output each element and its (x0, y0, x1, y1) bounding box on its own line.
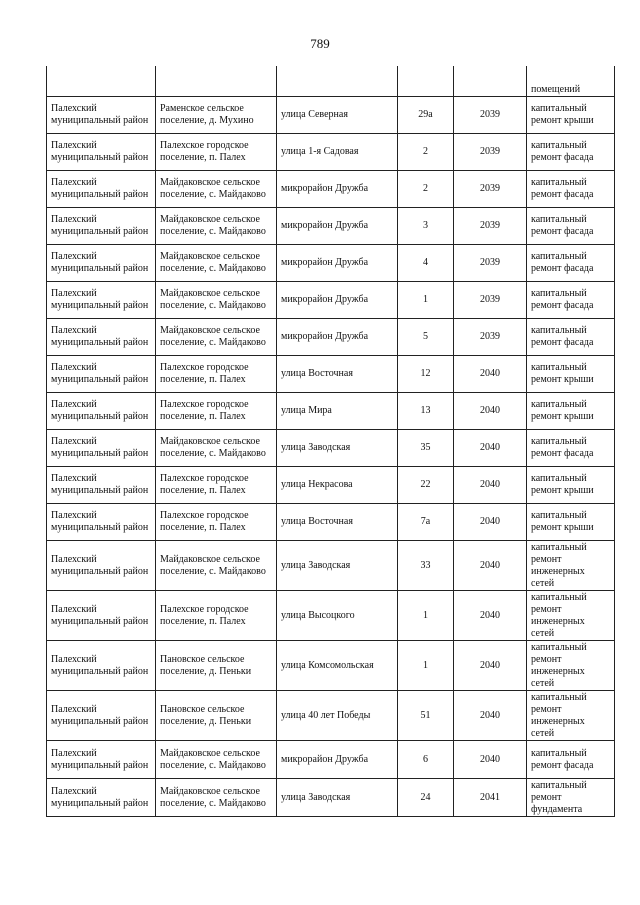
cell-street: улица Заводская (277, 430, 398, 467)
cell-work: капитальный ремонт крыши (527, 356, 615, 393)
cell-year: 2040 (454, 356, 527, 393)
cell-year: 2041 (454, 779, 527, 817)
cell-year: 2039 (454, 245, 527, 282)
cell-year: 2040 (454, 393, 527, 430)
cell-house: 4 (398, 245, 454, 282)
cell-district: Палехский муниципальный район (47, 356, 156, 393)
cell-settlement: Майдаковское сельское поселение, с. Майдаково (156, 319, 277, 356)
cell-district: Палехский муниципальный район (47, 430, 156, 467)
table-row (47, 641, 615, 691)
cell-settlement: Пановское сельское поселение, д. Пеньки (156, 641, 277, 691)
cell-work: капитальный ремонт инженерных сетей (527, 691, 615, 741)
cell-work: капитальный ремонт инженерных сетей (527, 541, 615, 591)
table-row (47, 356, 615, 393)
cell-house: 2 (398, 134, 454, 171)
cell-work: капитальный ремонт фасада (527, 430, 615, 467)
cell-work: капитальный ремонт крыши (527, 97, 615, 134)
cell-settlement: Майдаковское сельское поселение, с. Майдаково (156, 430, 277, 467)
cell-house: 24 (398, 779, 454, 817)
table-row (47, 208, 615, 245)
cell-work: капитальный ремонт фасада (527, 741, 615, 779)
cell-settlement: Палехское городское поселение, п. Палех (156, 134, 277, 171)
cell-work: капитальный ремонт фасада (527, 282, 615, 319)
cell-house: 12 (398, 356, 454, 393)
table-row (47, 541, 615, 591)
table-row (47, 393, 615, 430)
cell-settlement: Пановское сельское поселение, д. Пеньки (156, 691, 277, 741)
cell-house: 3 (398, 208, 454, 245)
table-row (47, 319, 615, 356)
cell-house: 1 (398, 591, 454, 641)
table-row (47, 467, 615, 504)
cell-year: 2040 (454, 467, 527, 504)
table-row (47, 504, 615, 541)
cell-district: Палехский муниципальный район (47, 134, 156, 171)
continuation-row (47, 66, 615, 97)
cell-house: 7а (398, 504, 454, 541)
table-row (47, 691, 615, 741)
cell-work: капитальный ремонт крыши (527, 393, 615, 430)
table-row (47, 741, 615, 779)
cell-year: 2040 (454, 504, 527, 541)
cell-district: Палехский муниципальный район (47, 641, 156, 691)
cell-district: Палехский муниципальный район (47, 504, 156, 541)
cell-street: микрорайон Дружба (277, 245, 398, 282)
cell-year: 2039 (454, 97, 527, 134)
cell-house: 2 (398, 171, 454, 208)
page-number: 789 (310, 36, 330, 51)
cell-house: 5 (398, 319, 454, 356)
cell-work: капитальный ремонт фундамента (527, 779, 615, 817)
cell-street: улица Комсомольская (277, 641, 398, 691)
cell-work: капитальный ремонт фасада (527, 245, 615, 282)
cell-district: Палехский муниципальный район (47, 779, 156, 817)
table-row (47, 282, 615, 319)
cell-district: Палехский муниципальный район (47, 319, 156, 356)
cell-street: улица Заводская (277, 779, 398, 817)
cell-work: капитальный ремонт инженерных сетей (527, 591, 615, 641)
cell-house: 51 (398, 691, 454, 741)
cell-house: 6 (398, 741, 454, 779)
cell-district: Палехский муниципальный район (47, 208, 156, 245)
table-row (47, 134, 615, 171)
cell-district: Палехский муниципальный район (47, 245, 156, 282)
cell-street: микрорайон Дружба (277, 171, 398, 208)
table-row (47, 591, 615, 641)
cell-year: 2039 (454, 319, 527, 356)
cell-year: 2040 (454, 641, 527, 691)
table-row (47, 430, 615, 467)
table-row (47, 245, 615, 282)
cell-house: 1 (398, 282, 454, 319)
cell-street: улица 40 лет Победы (277, 691, 398, 741)
cell-district: Палехский муниципальный район (47, 741, 156, 779)
cell-district: Палехский муниципальный район (47, 541, 156, 591)
cell-settlement: Майдаковское сельское поселение, с. Майдаково (156, 541, 277, 591)
cell-street: улица Северная (277, 97, 398, 134)
cell-work: помещений (527, 66, 615, 97)
cell-year: 2039 (454, 134, 527, 171)
cell-street: улица Некрасова (277, 467, 398, 504)
cell-settlement: Палехское городское поселение, п. Палех (156, 504, 277, 541)
cell-street: улица Восточная (277, 356, 398, 393)
cell-district: Палехский муниципальный район (47, 691, 156, 741)
cell-year: 2040 (454, 741, 527, 779)
cell-house: 33 (398, 541, 454, 591)
cell-street: улица Высоцкого (277, 591, 398, 641)
cell-work: капитальный ремонт крыши (527, 504, 615, 541)
cell-settlement: Палехское городское поселение, п. Палех (156, 356, 277, 393)
cell-settlement: Раменское сельское поселение, д. Мухино (156, 97, 277, 134)
cell-year: 2039 (454, 208, 527, 245)
cell-street: микрорайон Дружба (277, 319, 398, 356)
cell-work: капитальный ремонт крыши (527, 467, 615, 504)
cell-settlement: Майдаковское сельское поселение, с. Майдаково (156, 779, 277, 817)
cell-street: микрорайон Дружба (277, 208, 398, 245)
cell-settlement: Палехское городское поселение, п. Палех (156, 467, 277, 504)
cell-street: микрорайон Дружба (277, 282, 398, 319)
cell-work: капитальный ремонт фасада (527, 171, 615, 208)
cell-street: улица Восточная (277, 504, 398, 541)
cell-settlement: Майдаковское сельское поселение, с. Майдаково (156, 208, 277, 245)
cell-work: капитальный ремонт инженерных сетей (527, 641, 615, 691)
cell-year: 2039 (454, 171, 527, 208)
cell-settlement: Палехское городское поселение, п. Палех (156, 591, 277, 641)
cell-work: капитальный ремонт фасада (527, 319, 615, 356)
cell-work: капитальный ремонт фасада (527, 134, 615, 171)
cell-street: улица Мира (277, 393, 398, 430)
cell-settlement: Майдаковское сельское поселение, с. Майдаково (156, 171, 277, 208)
table-row (47, 779, 615, 817)
cell-year: 2040 (454, 691, 527, 741)
cell-year: 2040 (454, 430, 527, 467)
cell-district: Палехский муниципальный район (47, 171, 156, 208)
cell-street: улица 1-я Садовая (277, 134, 398, 171)
cell-district: Палехский муниципальный район (47, 467, 156, 504)
cell-district: Палехский муниципальный район (47, 282, 156, 319)
cell-street: улица Заводская (277, 541, 398, 591)
cell-house: 35 (398, 430, 454, 467)
cell-year: 2040 (454, 591, 527, 641)
cell-settlement: Майдаковское сельское поселение, с. Майдаково (156, 282, 277, 319)
cell-house: 22 (398, 467, 454, 504)
cell-settlement: Палехское городское поселение, п. Палех (156, 393, 277, 430)
cell-district: Палехский муниципальный район (47, 393, 156, 430)
cell-house: 13 (398, 393, 454, 430)
table-row (47, 171, 615, 208)
cell-work: капитальный ремонт фасада (527, 208, 615, 245)
cell-house: 29а (398, 97, 454, 134)
repair-schedule-table (46, 66, 615, 817)
cell-settlement: Майдаковское сельское поселение, с. Майдаково (156, 245, 277, 282)
cell-house: 1 (398, 641, 454, 691)
cell-settlement: Майдаковское сельское поселение, с. Майдаково (156, 741, 277, 779)
cell-year: 2039 (454, 282, 527, 319)
cell-year: 2040 (454, 541, 527, 591)
cell-street: микрорайон Дружба (277, 741, 398, 779)
cell-district: Палехский муниципальный район (47, 591, 156, 641)
table-row (47, 97, 615, 134)
cell-district: Палехский муниципальный район (47, 97, 156, 134)
